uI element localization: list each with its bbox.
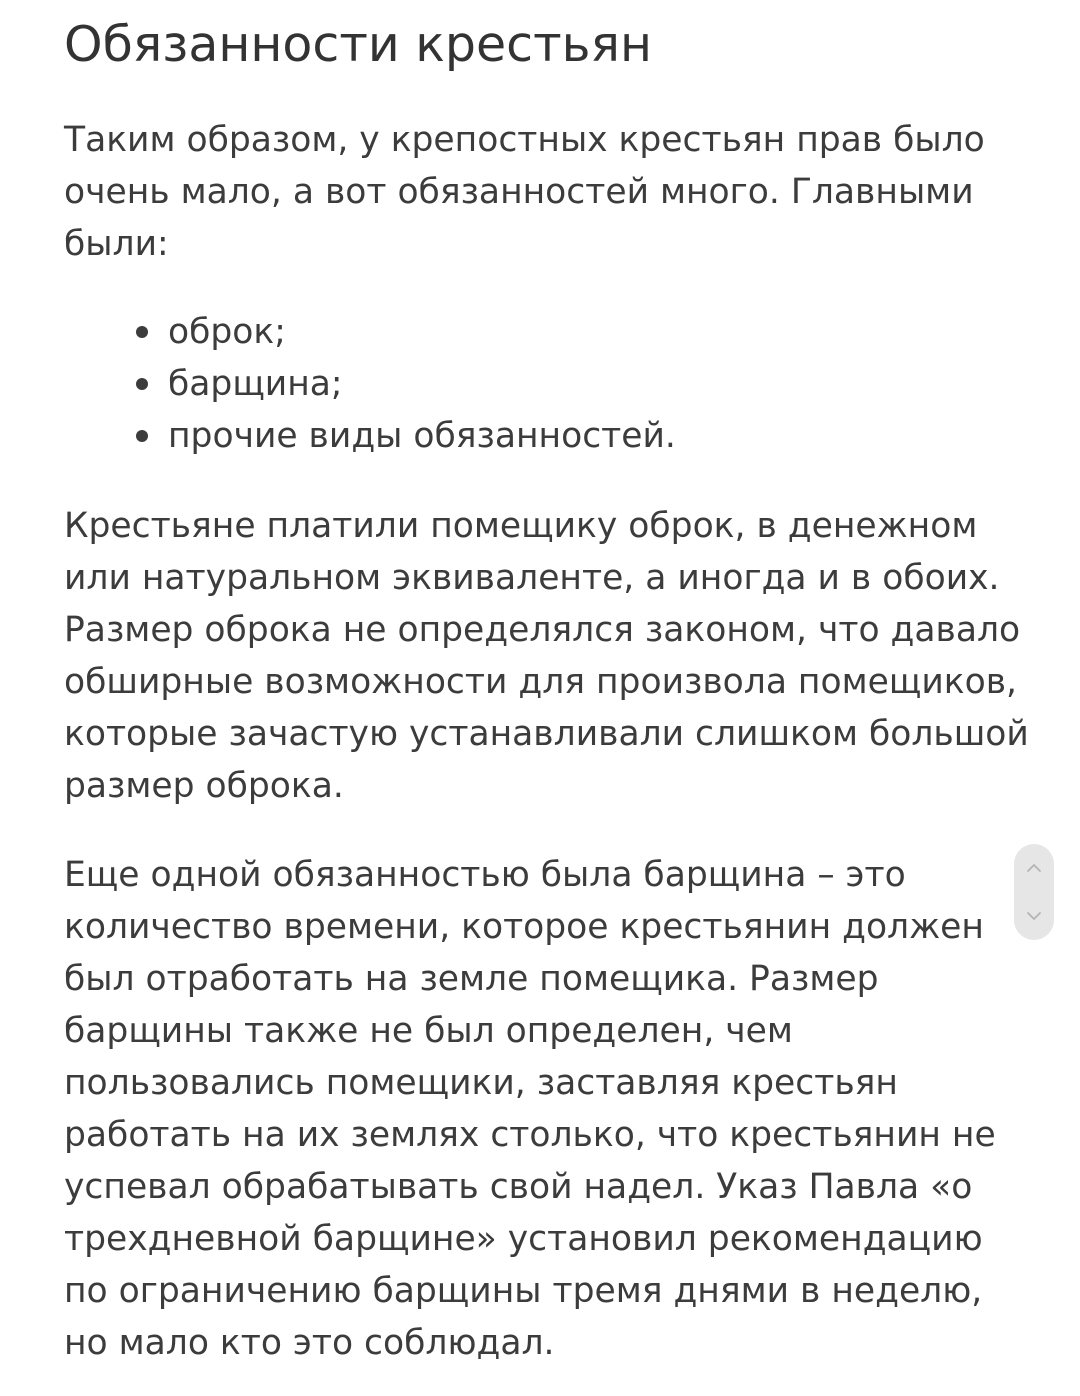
list-item (64, 306, 676, 358)
paragraph-line: был отработать на земле помещика. Размер (64, 959, 879, 999)
duties-list (64, 306, 676, 462)
paragraph-line: пользовались помещики, заставляя крестьян (64, 1063, 898, 1103)
paragraph-line: Еще одной обязанностью была барщина – это (64, 855, 906, 895)
paragraph-line: или натуральном эквиваленте, а иногда и в обоих. (64, 558, 1000, 598)
paragraph-line: барщины также не был определен, чем (64, 1011, 793, 1051)
obrok-paragraph (64, 500, 1029, 812)
page-scroll-widget (1014, 844, 1054, 940)
scroll-down-button[interactable] (1014, 892, 1054, 940)
paragraph-line: размер оброка. (64, 766, 344, 806)
page-title: Обязанности крестьян (64, 16, 653, 73)
paragraph-line: были: (64, 224, 169, 264)
bullet-icon (136, 378, 148, 390)
bullet-icon (136, 326, 148, 338)
paragraph-line: успевал обрабатывать свой надел. Указ Павла «о (64, 1167, 973, 1207)
paragraph-line: очень мало, а вот обязанностей много. Главными (64, 172, 974, 212)
barshchina-paragraph (64, 849, 996, 1369)
bullet-icon (136, 430, 148, 442)
paragraph-line: трехдневной барщине» установил рекомендацию (64, 1219, 983, 1259)
paragraph-line: но мало кто это соблюдал. (64, 1323, 555, 1363)
chevron-up-icon (1026, 863, 1042, 873)
paragraph-line: количество времени, которое крестьянин должен (64, 907, 984, 947)
paragraph-line: Таким образом, у крепостных крестьян прав было (64, 120, 985, 160)
list-item-text: оброк; (168, 312, 286, 352)
paragraph-line: которые зачастую устанавливали слишком большой (64, 714, 1029, 754)
list-item-text: прочие виды обязанностей. (168, 416, 676, 456)
list-item-text: барщина; (168, 364, 343, 404)
chevron-down-icon (1026, 911, 1042, 921)
list-item (64, 410, 676, 462)
paragraph-line: Крестьяне платили помещику оброк, в денежном (64, 506, 978, 546)
paragraph-line: обширные возможности для произвола помещиков, (64, 662, 1018, 702)
paragraph-line: работать на их землях столько, что крестьянин не (64, 1115, 996, 1155)
paragraph-line: Размер оброка не определялся законом, что давало (64, 610, 1021, 650)
paragraph-line: по ограничению барщины тремя днями в неделю, (64, 1271, 983, 1311)
list-item (64, 358, 676, 410)
intro-paragraph (64, 114, 985, 270)
scroll-up-button[interactable] (1014, 844, 1054, 892)
